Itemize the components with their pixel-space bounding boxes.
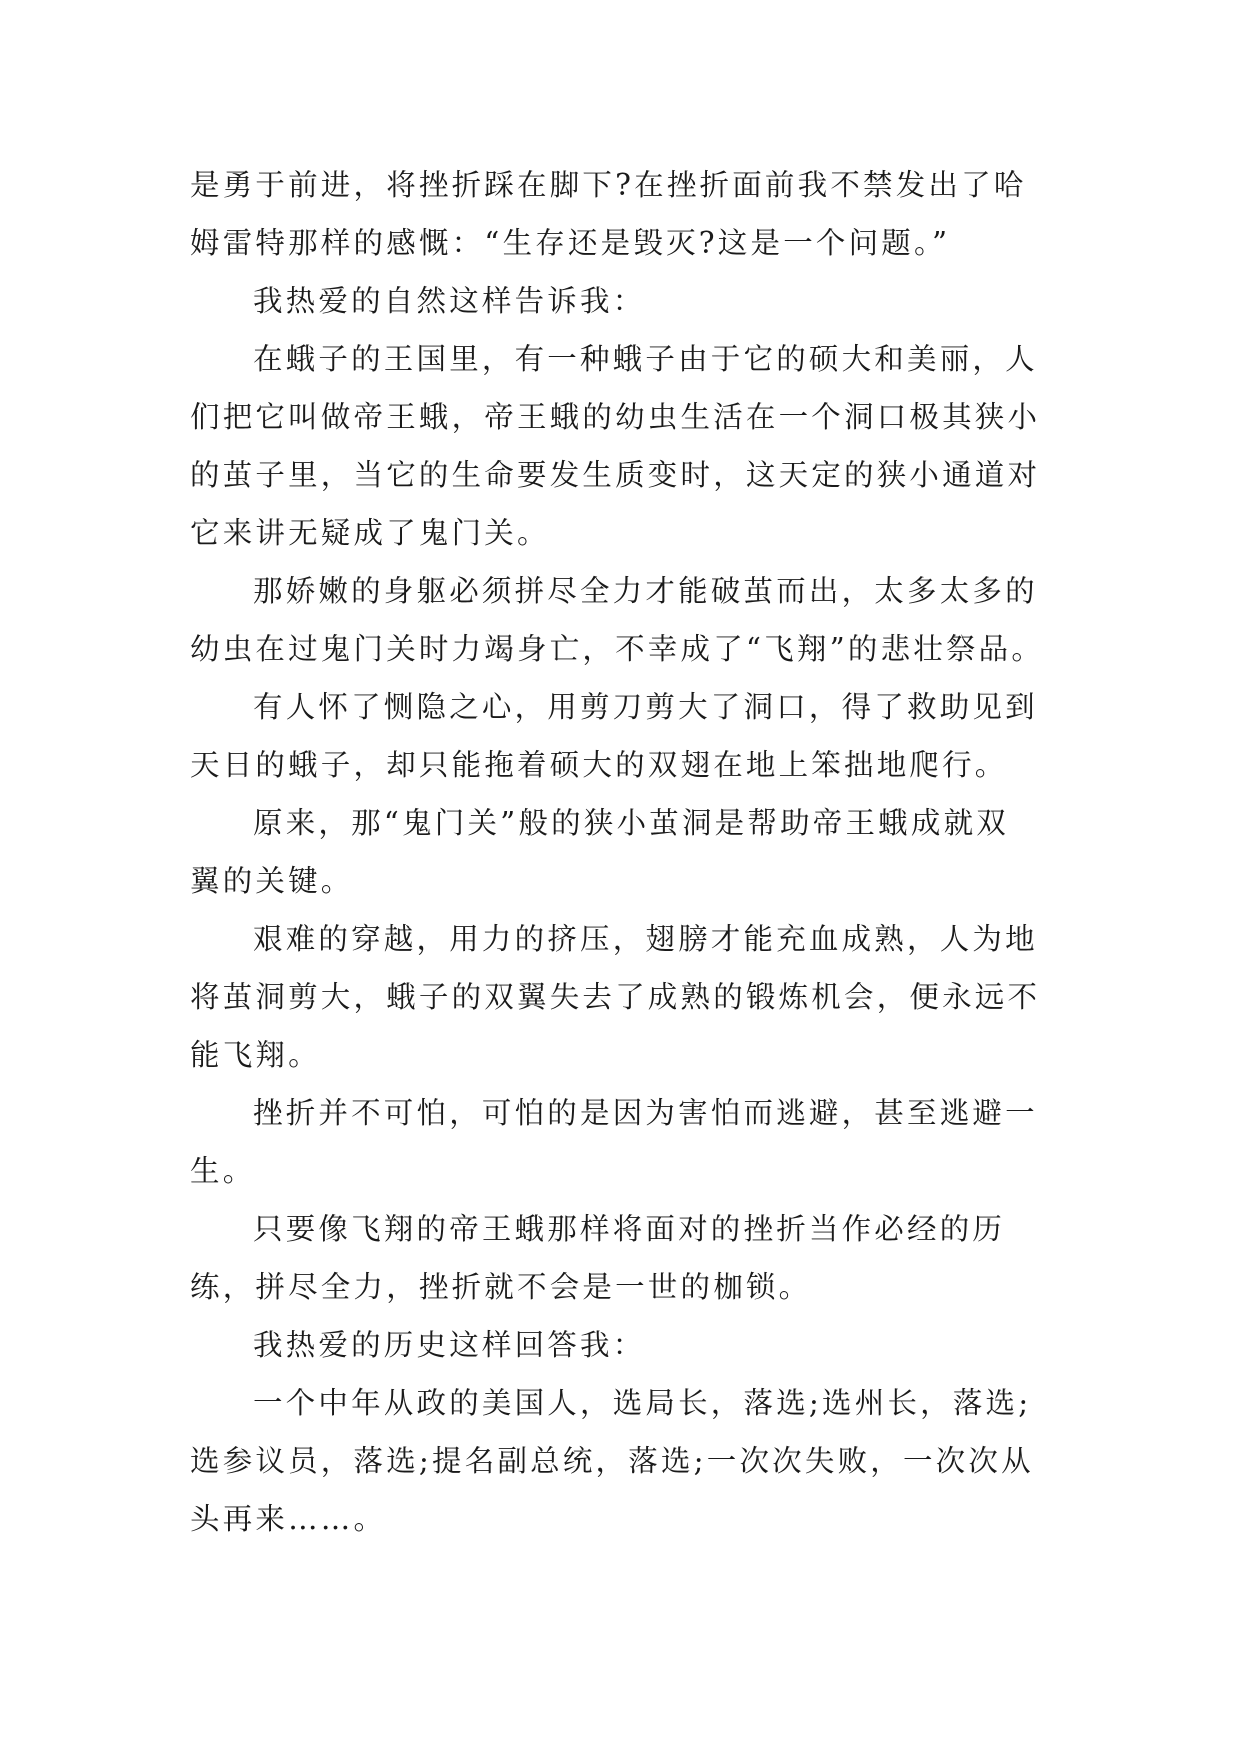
text-line: 它来讲无疑成了鬼门关。 xyxy=(190,516,550,550)
text-line: 我热爱的历史这样回答我： xyxy=(253,1328,646,1362)
text-line: 头再来……。 xyxy=(190,1502,387,1536)
text-line: 挫折并不可怕，可怕的是因为害怕而逃避，甚至逃避一 xyxy=(253,1096,1038,1130)
text-line: 我热爱的自然这样告诉我： xyxy=(253,284,646,318)
text-line: 练，拼尽全力，挫折就不会是一世的枷锁。 xyxy=(190,1270,812,1304)
text-line: 那娇嫩的身躯必须拼尽全力才能破茧而出，太多太多的 xyxy=(253,574,1038,608)
document-body xyxy=(190,156,1050,1548)
text-line: 生。 xyxy=(190,1154,256,1188)
text-line: 的茧子里，当它的生命要发生质变时，这天定的狭小通道对 xyxy=(190,458,1041,492)
text-line: 翼的关键。 xyxy=(190,864,354,898)
text-line: 一个中年从政的美国人，选局长，落选;选州长，落选; xyxy=(253,1386,1032,1420)
text-line: 只要像飞翔的帝王蛾那样将面对的挫折当作必经的历 xyxy=(253,1212,1006,1246)
text-line: 幼虫在过鬼门关时力竭身亡，不幸成了“飞翔”的悲壮祭品。 xyxy=(190,632,1045,666)
text-line: 艰难的穿越，用力的挤压，翅膀才能充血成熟，人为地 xyxy=(253,922,1038,956)
text-line: 将茧洞剪大，蛾子的双翼失去了成熟的锻炼机会，便永远不 xyxy=(190,980,1041,1014)
text-line: 姆雷特那样的感慨：“生存还是毁灭?这是一个问题。” xyxy=(190,226,951,260)
text-line: 选参议员，落选;提名副总统，落选;一次次失败，一次次从 xyxy=(190,1444,1034,1478)
text-line: 是勇于前进，将挫折踩在脚下?在挫折面前我不禁发出了哈 xyxy=(190,168,1027,202)
text-line: 能飞翔。 xyxy=(190,1038,321,1072)
text-line: 们把它叫做帝王蛾，帝王蛾的幼虫生活在一个洞口极其狭小 xyxy=(190,400,1041,434)
text-line: 有人怀了恻隐之心，用剪刀剪大了洞口，得了救助见到 xyxy=(253,690,1038,724)
text-line: 原来，那“鬼门关”般的狭小茧洞是帮助帝王蛾成就双 xyxy=(253,806,1009,840)
text-line: 在蛾子的王国里，有一种蛾子由于它的硕大和美丽，人 xyxy=(253,342,1038,376)
text-line: 天日的蛾子，却只能拖着硕大的双翅在地上笨拙地爬行。 xyxy=(190,748,1008,782)
